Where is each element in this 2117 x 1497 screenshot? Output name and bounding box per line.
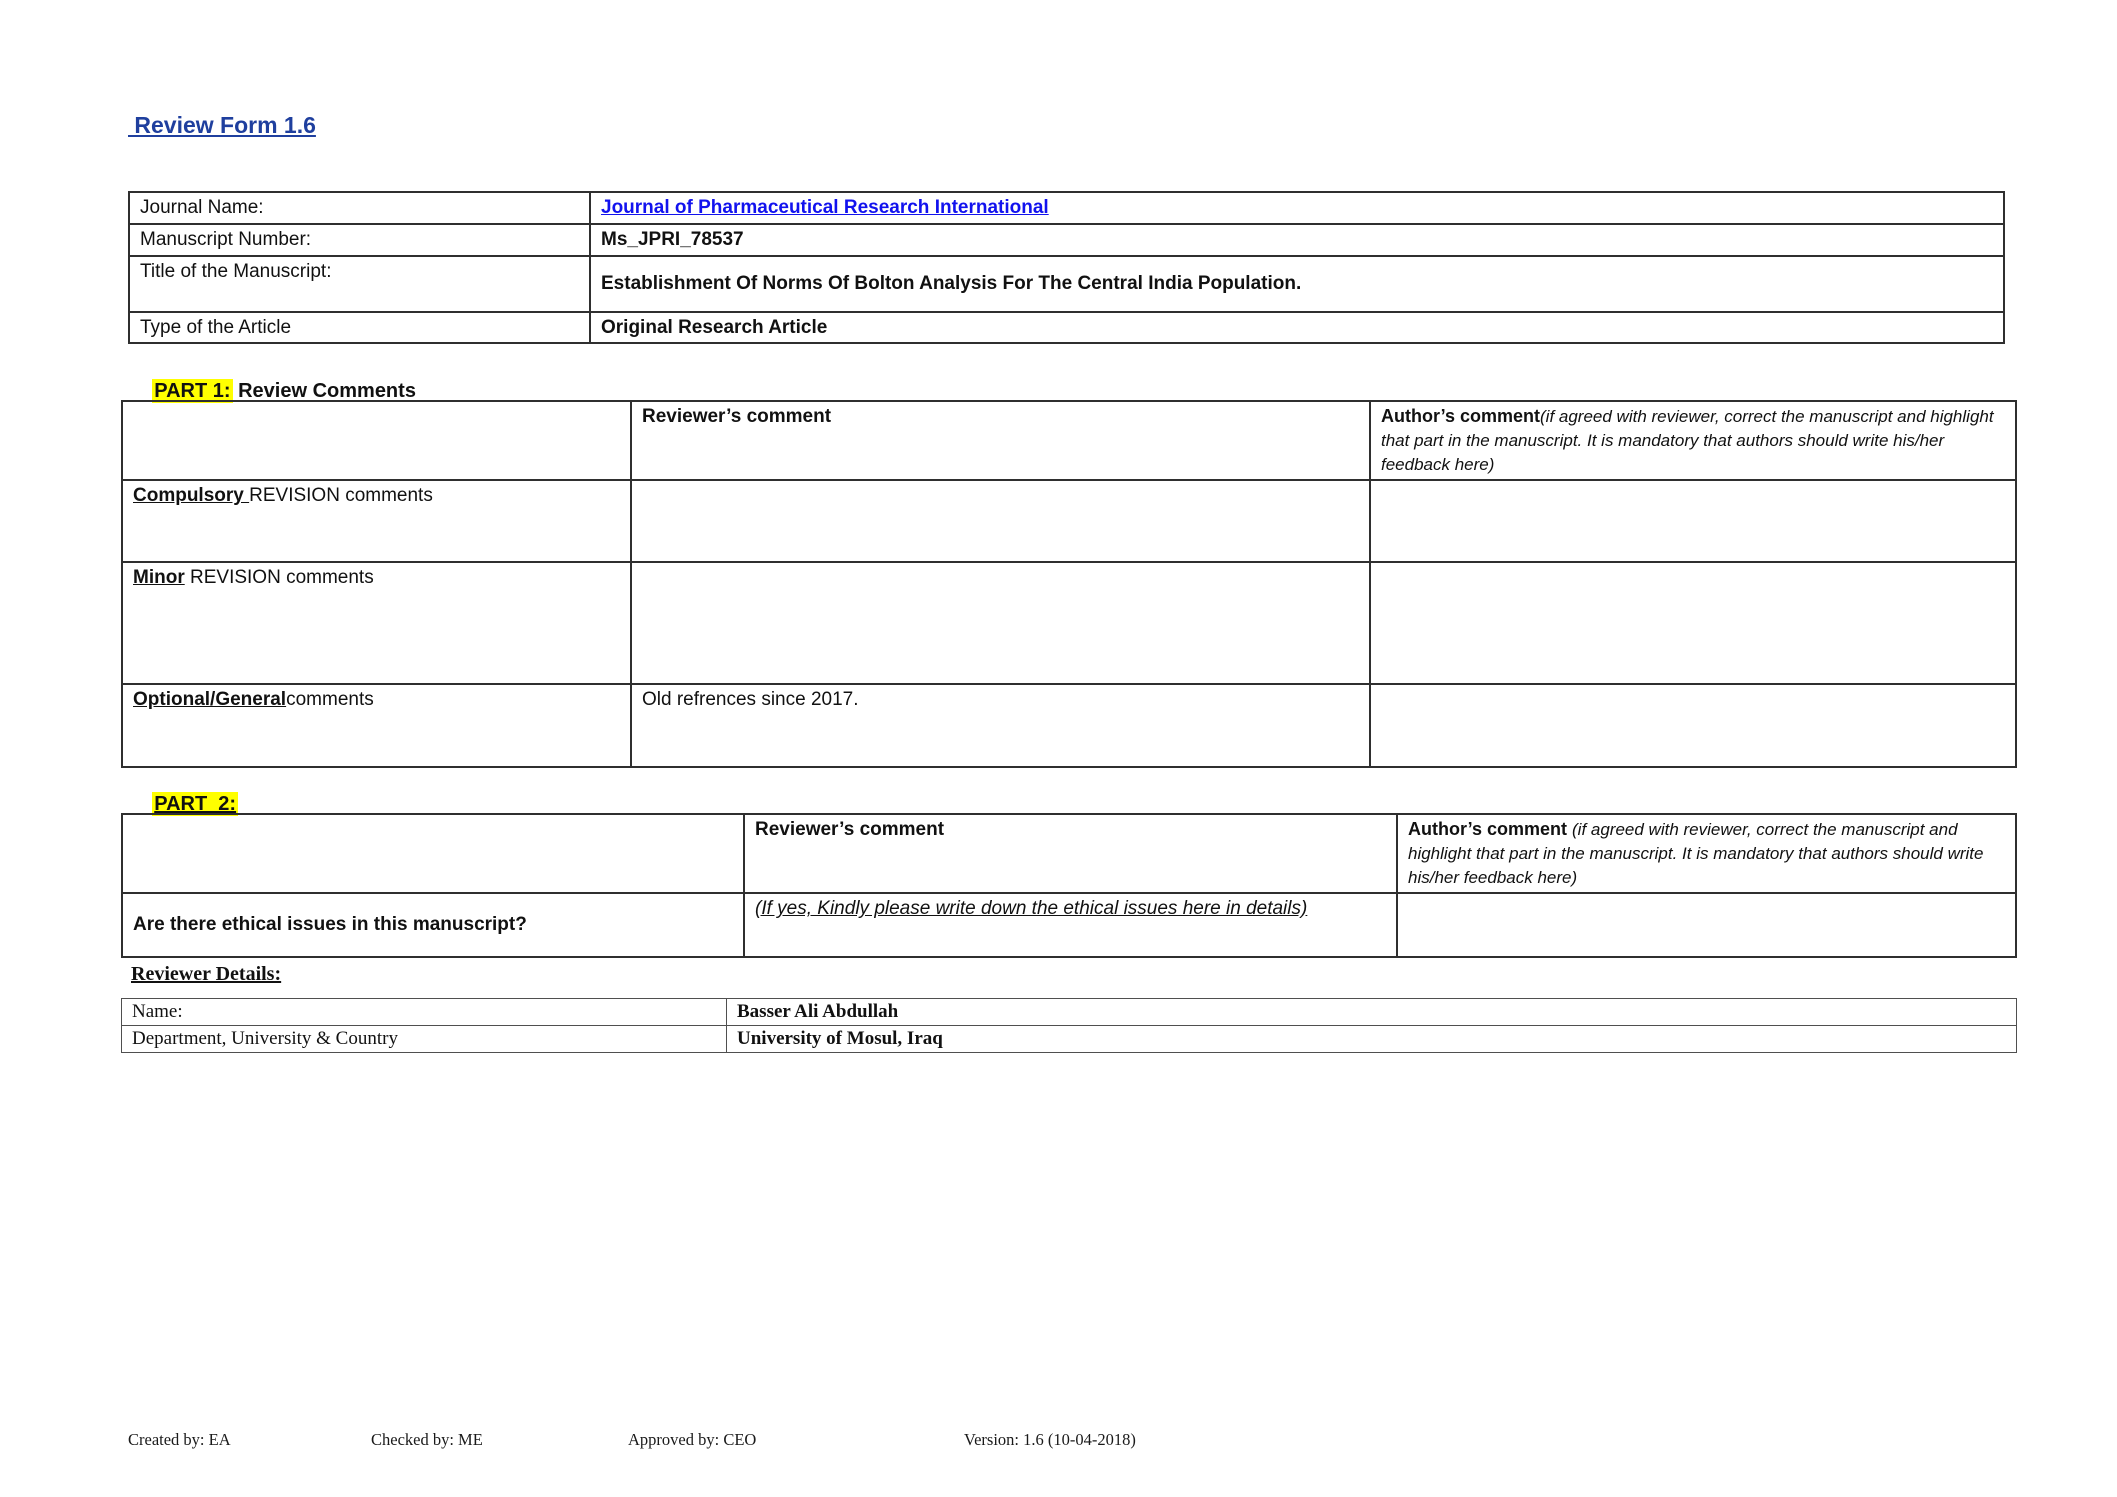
table-row [129,312,2004,344]
empty-header-cell [122,814,744,893]
part2-heading-highlight: PART 2: [154,793,237,815]
reviewer-comment-header: Reviewer’s comment [631,401,1370,480]
reviewer-details-table [121,998,2017,1053]
optional-general-row [122,684,2016,767]
ethical-issues-author-cell[interactable] [1397,893,2016,957]
journal-link[interactable]: Journal of Pharmaceutical Research International [601,197,1049,218]
author-comment-header-note: (if agreed with reviewer, correct the manuscript and highlight that part in the manuscript. It is mandatory that authors should write his/her feedback here) [1408,820,1984,887]
author-comment-header [1397,814,2016,893]
minor-revision-row [122,562,2016,684]
ethical-issues-question: Are there ethical issues in this manuscript? [122,893,744,957]
optional-reviewer-comment-cell[interactable]: Old refrences since 2017. [631,684,1370,767]
ethical-issues-note: (If yes, Kindly please write down the ethical issues here in details) [755,898,1308,920]
part1-comments-table [121,400,2017,768]
author-comment-header-note: (if agreed with reviewer, correct the manuscript and highlight that part in the manuscript. It is mandatory that authors should write his/her feedback here) [1381,407,1994,474]
manuscript-number-value: Ms_JPRI_78537 [590,224,2004,256]
ethical-issues-row [122,893,2016,957]
optional-general-label: Optional/Generalcomments [122,684,631,767]
author-comment-header-bold: Author’s comment [1408,819,1573,839]
footer-created-by: Created by: EA [128,1430,231,1449]
article-type-label: Type of the Article [129,312,590,344]
part1-heading-rest: Review Comments [232,380,416,402]
footer-version: Version: 1.6 (10-04-2018) [964,1430,1136,1449]
table-row [122,1025,2017,1052]
footer-approved-by: Approved by: CEO [628,1430,757,1449]
manuscript-title-value: Establishment Of Norms Of Bolton Analysis For The Central India Population. [590,256,2004,312]
table-header-row [122,814,2016,893]
part1-heading-highlight: PART 1: [154,380,231,402]
optional-author-comment-cell[interactable] [1370,684,2016,767]
reviewer-comment-header: Reviewer’s comment [744,814,1397,893]
table-row [129,192,2004,224]
minor-author-comment-cell[interactable] [1370,562,2016,684]
compulsory-revision-row [122,480,2016,562]
table-row [129,224,2004,256]
empty-header-cell [122,401,631,480]
manuscript-title-label: Title of the Manuscript: [129,256,590,312]
author-comment-header [1370,401,2016,480]
author-comment-header-bold: Author’s comment [1381,406,1541,426]
ethical-issues-reviewer-cell[interactable] [744,893,1397,957]
table-row [129,256,2004,312]
footer-checked-by: Checked by: ME [371,1430,483,1449]
reviewer-name-value: Basser Ali Abdullah [727,999,2017,1026]
reviewer-affiliation-value: University of Mosul, Iraq [727,1025,2017,1052]
minor-revision-label: Minor REVISION comments [122,562,631,684]
manuscript-info-table [128,191,2005,344]
minor-reviewer-comment-cell[interactable] [631,562,1370,684]
journal-name-label: Journal Name: [129,192,590,224]
article-type-value: Original Research Article [590,312,2004,344]
reviewer-name-label: Name: [122,999,727,1026]
reviewer-details-heading: Reviewer Details: [131,963,282,985]
page-title: Review Form 1.6 [128,112,316,138]
reviewer-affiliation-label: Department, University & Country [122,1025,727,1052]
compulsory-reviewer-comment-cell[interactable] [631,480,1370,562]
manuscript-number-label: Manuscript Number: [129,224,590,256]
compulsory-author-comment-cell[interactable] [1370,480,2016,562]
table-row [122,999,2017,1026]
compulsory-revision-label: Compulsory REVISION comments [122,480,631,562]
table-header-row [122,401,2016,480]
part2-table [121,813,2017,958]
